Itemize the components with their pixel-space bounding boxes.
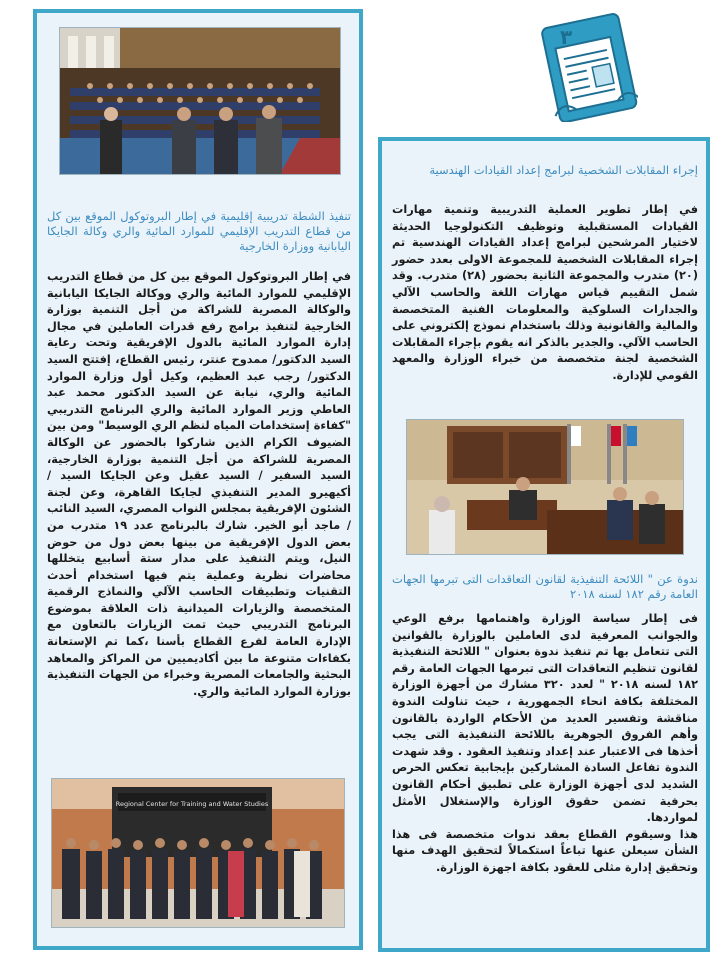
article-body-training: [47, 269, 351, 700]
article-paragraph: في إطار تطوير العملية التدريبية وتنمية مهارات القيادات المستقبلية وتوظيف التكنولوجيا الحديثة لاختيار المرشحين لبرامج إعداد القيادات الهندسية تم إجراء المقابلات الشخصية للمجموعة الاولى بعدد حضور (٢٠) متدرب والمجموعة الثانية بحضور (٢٨) متدرب. وقد شمل التقييم قياس مهارات اللغة والحاسب الآلي والجدارات السلوكية والمعلومات الفنية المتخصصة والمالية والقانونية وذلك باستخدام نموذج إلكتروني على الحاسب الآلي. والجدير بالذكر انه يقوم بإجراء المقابلات الشخصية لجنة متخصصة من خبراء الوزارة والمعهد القومي للإدارة.: [392, 203, 698, 382]
building-sign: Regional Center for Training and Water Studies: [115, 800, 269, 808]
article-title-seminar: ندوة عن " اللائحة التنفيذية لقانون التعاقدات التى تبرمها الجهات العامة رقم ١٨٢ لسنه ٢٠١٨: [392, 572, 698, 601]
auditorium-photo: [59, 27, 341, 175]
article-title-interviews: إجراء المقابلات الشخصية لبرامج إعداد القيادات الهندسية: [429, 163, 698, 177]
article-panel-training: [33, 9, 363, 950]
interview-photo: [406, 419, 684, 555]
article-title-training: تنفيذ الشطة تدريبية إقليمية في إطار البروتوكول الموقع بين كل من قطاع التدريب الإقليمي للموارد المائية والري وكالة الجايكا اليابانية ووزارة الخارجية: [47, 209, 351, 253]
article-paragraph: فى إطار سياسة الوزارة واهتمامها برفع الوعي والجوانب المعرفية لدى العاملين بالوزارة بالقوانين التى تتعامل بها تم تنفيذ ندوة بعنوان " اللائحة التنفيذية لقانون تنظيم التعاقدات التى تبرمها الجهات العامة رقم ١٨٢ لسنه ٢٠١٨ " لعدد ٣٢٠ مشارك من أجهزة الوزارة المختلفة بكافة انحاء الجمهورية ، حيث تناولت الندوة مناقشة وتفسير العديد من الأحكام الواردة بالقانون وأهم الفروق الجوهرية باللائحة التنفيذية التى يجب أخذها فى الاعتبار عند إعداد وتنفيذ العقود . وقد شهدت الندوة تفاعل السادة المشاركين بإيجابية تعكس الحرص الشديد لدى أجهزة الوزارة على تطبيق أحكام القانون بحرفية تضمن حقوق الوزارة والإستغلال الأمثل لمواردها.: [392, 612, 698, 825]
article-body-seminar: [392, 611, 698, 877]
article-paragraph: هذا وسيقوم القطاع بعقد ندوات متخصصة فى هذا الشأن سيعلن عنها تباعاً استكمالاً لتحقيق الهدف منها وتحقيق إدارة مثلى للعقود بكافة اجهزة الوزارة.: [392, 827, 698, 874]
article-body-interviews: [392, 202, 698, 385]
newspaper-reader-icon: [540, 12, 638, 122]
page-number: ٣: [560, 25, 573, 49]
group-photo-building: [51, 778, 345, 928]
article-paragraph: في إطار البروتوكول الموقع بين كل من قطاع التدريب الإقليمي للموارد المائية والري ووكالة الجايكا اليابانية والوكالة المصرية للشراكة من أجل التنمية بوزارة الخارجية لتنفيذ برامج رفع قدرات العاملين في مجال إدارة الموارد المائية بالدول الإفريقية وتحت رعاية السيد الدكتور/ ممدوح عنتر، رئيس القطاع، إفتتح السيد الدكتور/ رجب عبد العظيم، وكيل أول وزارة الموارد المائية والري، نيابة عن السيد الدكتور محمد عبد العاطي وزير الموارد المائية والري البرنامج التدريبي "كفاءة إستخدامات المياه لنظم الري الوسيط" ومن بين الضيوف الكرام الذين شاركوا بالحضور عن الوكالة المصرية للشراكة من أجل التنمية بوزارة الخارجية، السيد السفير / السيد عقيل وعن الجايكا السيد / أكيهيرو المدير التنفيذي لجايكا القاهرة، وعن لجنة الشئون الإفريقية بمجلس النواب المصري، السيد النائب / ماجد أبو الخير. شارك بالبرنامج عدد ١٩ متدرب من بعض الدول الإفريقية من بينها بعض دول من حوض النيل، ويتم التنفيذ على مدار ستة أسابيع يتخللها محاضرات نظرية وعملية يتم فيها استخدام أحدث التقنيات وتطبيقات الحاسب الآلي والنماذج الرقمية المتخصصة والزيارات الميدانية ذات العلاقة بموضوع البرنامج التدريبي حيث تمت الزيارات بالتعاون مع الإدارة العامة لفرع القطاع بأسنا ،كما تم الإستعانة بكفاءات متنوعة ما بين أكاديميين من المراكز والمعاهد البحثية والجامعات المصرية وخبراء من الجهات التنفيذية بوزارة الموارد المائية والري.: [47, 270, 351, 698]
article-panel-interviews: [378, 137, 710, 952]
